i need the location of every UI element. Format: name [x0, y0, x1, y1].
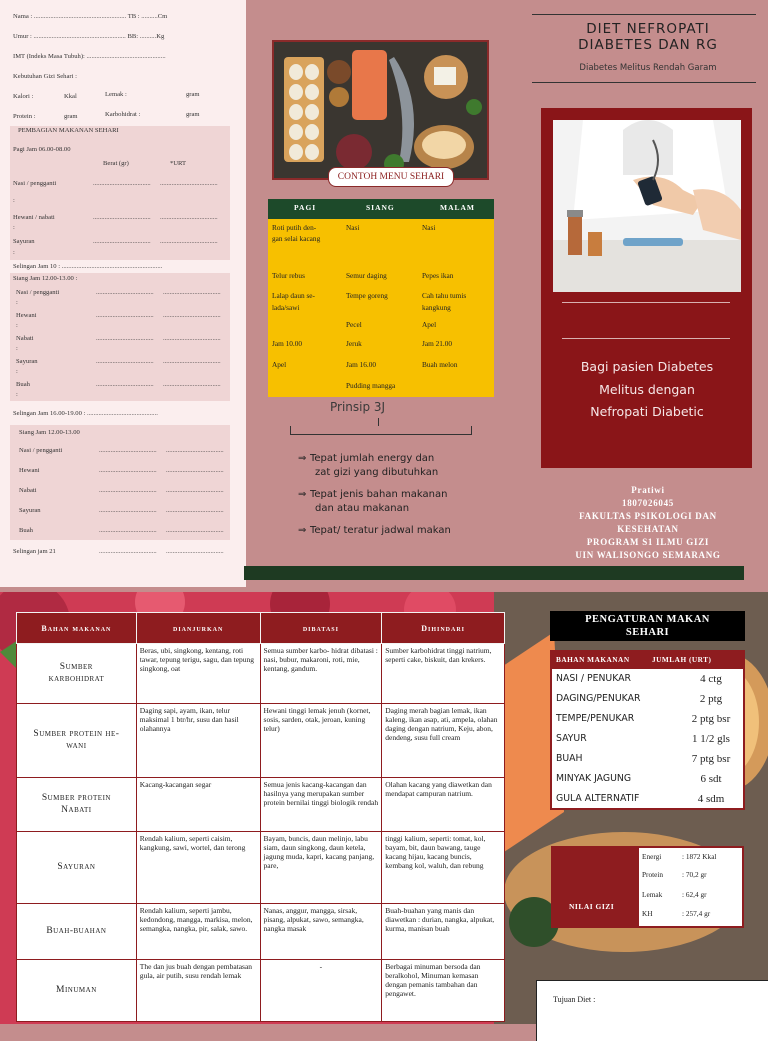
- line: ...................................: [96, 381, 154, 388]
- portion-label: SAYUR: [556, 733, 587, 744]
- nutrition-row: [642, 890, 707, 899]
- bracket-divider: [290, 426, 472, 435]
- author-block: [548, 484, 748, 562]
- nasi-urt-line: ...................................: [160, 180, 218, 187]
- category-label: Nabati: [61, 804, 92, 815]
- line: ...................................: [163, 358, 221, 365]
- line: ...................................: [96, 289, 154, 296]
- dihindari-cell: tinggi kalium, seperti: tomat, kol, bayam, bit, daun bawang, tauge kacang hijau, kacang buncis, kembang kol, waluh, dan rebung: [382, 832, 505, 904]
- table-row: [17, 960, 505, 1022]
- berat-label: Berat (gr): [103, 160, 129, 167]
- line: ...................................: [166, 467, 224, 474]
- author-nim: 1807026045: [622, 498, 674, 509]
- sayuran-berat-line: ...................................: [93, 238, 151, 245]
- dihindari-cell: Daging merah bagian lemak, ikan kaleng, ikan asap, ati, ampela, olahan daging dengan natrium, Keju, abon, dendeng, susu full cream: [382, 704, 505, 778]
- protein-label: Protein :: [13, 113, 36, 120]
- menu-item: Roti putih den-: [272, 223, 317, 232]
- portion-value: 2 ptg bsr: [691, 713, 731, 725]
- nutrient-name: KH: [642, 909, 653, 918]
- colon: :: [16, 345, 18, 352]
- portion-label: NASI / PENUKAR: [556, 673, 631, 684]
- menu-item: Buah melon: [422, 360, 458, 369]
- portion-row: [556, 733, 741, 744]
- header-malam: MALAM: [440, 203, 475, 212]
- menu-item: Jam 10.00: [272, 339, 302, 348]
- line: ...................................: [99, 507, 157, 514]
- dibatasi-cell: Semua jenis kacang-kacangan dan hasilnya yang merupakan sumber protein bernilai tinggi biologik rendah: [260, 778, 382, 832]
- category-cell: [17, 904, 137, 960]
- nama-field: Nama : ........................................................ TB : ..........Cm: [13, 13, 168, 20]
- portion-value: 4 ctg: [700, 673, 722, 685]
- title-rule-top: [532, 14, 756, 15]
- portion-table: [550, 650, 745, 810]
- dibatasi-cell: Nanas, anggur, mangga, sirsak, pisang, alpukat, sawo, semangka, nangka masak: [260, 904, 382, 960]
- header-dihindari: Dihindari: [382, 613, 505, 644]
- menu-item: Apel: [422, 320, 437, 329]
- hewani-berat-line: ...................................: [93, 214, 151, 221]
- table-header-row: [17, 613, 505, 644]
- prinsip-bullet: ⇒: [298, 453, 307, 464]
- prinsip-title: Prinsip 3J: [330, 400, 386, 414]
- menu-item: Pecel: [346, 320, 362, 329]
- title-rule-bottom: [532, 82, 756, 83]
- category-label: karbohidrat: [48, 673, 105, 684]
- header-siang: SIANG: [366, 203, 395, 212]
- selingan16-label: Selingan Jam 16.00-19.00 : ...........................................: [13, 410, 158, 417]
- author-faculty-2: KESEHATAN: [617, 524, 679, 535]
- author-name: Pratiwi: [631, 485, 665, 495]
- nasi-label-3: Nasi / pengganti: [19, 447, 63, 454]
- category-label: Buah-buahan: [46, 925, 107, 936]
- portion-header-jumlah: JUMLAH (URT): [652, 655, 712, 664]
- prinsip-point: dan atau makanan: [315, 503, 410, 514]
- lemak-unit: gram: [186, 91, 200, 98]
- prinsip-point: Tepat jenis bahan makanan: [310, 489, 448, 500]
- portion-row: [556, 673, 741, 684]
- nutrient-name: Lemak: [642, 890, 663, 899]
- protein-unit: gram: [64, 113, 78, 120]
- category-label: Sayuran: [57, 861, 96, 872]
- cover-subtitle: Diabetes Melitus Rendah Garam: [579, 63, 717, 73]
- menu-item: Apel: [272, 360, 287, 369]
- sayuran-label-3: Sayuran: [19, 507, 41, 514]
- sayuran-label-2: Sayuran: [16, 358, 38, 365]
- diet-goal-label: Tujuan Diet :: [553, 995, 596, 1004]
- nutrient-value: : 62,4 gr: [682, 890, 707, 899]
- kalori-unit: Kkal: [64, 93, 77, 100]
- line: ...................................: [163, 312, 221, 319]
- menu-item: Nasi: [422, 223, 436, 232]
- menu-table: [268, 199, 494, 397]
- category-label: Sumber protein: [41, 793, 111, 804]
- hewani-urt-line: ...................................: [160, 214, 218, 221]
- line: ...................................: [166, 527, 224, 534]
- colon: :: [16, 322, 18, 329]
- cover-title-line-1: DIET NEFROPATI: [586, 21, 710, 37]
- umur-field: Umur : ........................................................ BB: ..........Kg: [13, 33, 165, 40]
- dianjurkan-cell: Rendah kalium, seperti jambu, kedondong, mangga, markisa, melon, semangka, nangka, pir, salak, sawo.: [136, 904, 260, 960]
- portion-label: MINYAK JAGUNG: [556, 773, 632, 784]
- menu-item: Pudding mangga: [346, 381, 396, 390]
- menu-item: Pepes ikan: [422, 271, 454, 280]
- imt-field: IMT (Indeks Masa Tubuh): ................................................: [13, 53, 166, 60]
- dihindari-cell: Olahan kacang yang diawetkan dan mendapat campuran natrium.: [382, 778, 505, 832]
- line: ...................................: [96, 312, 154, 319]
- dianjurkan-cell: Rendah kalium, seperti caisim, kangkung, sawi, wortel, dan terong: [136, 832, 260, 904]
- portion-table-header: [552, 652, 743, 669]
- colon: :: [16, 368, 18, 375]
- nutrient-value: : 257,4 gr: [682, 909, 711, 918]
- dihindari-cell: Berbagai minuman bersoda dan beralkohol, Minuman kemasan dengan pemanis tambahan dan pengawet.: [382, 960, 505, 1022]
- portion-value: 2 ptg: [699, 693, 723, 705]
- healthy-food-photo: [272, 40, 489, 180]
- selingan21-label: Selingan jam 21: [13, 548, 56, 555]
- menu-item: kangkung: [422, 303, 451, 312]
- siang-label: Siang Jam 12.00-13.00 :: [13, 275, 78, 282]
- portion-value: 6 sdt: [700, 773, 722, 785]
- colon: :: [16, 299, 18, 306]
- table-row: [17, 832, 505, 904]
- dibatasi-cell: Bayam, buncis, daun melinjo, labu siam, daun singkong, daun ketela, jagung muda, kapri, kacang panjang, pare,: [260, 832, 382, 904]
- category-label: Sumber protein he-: [33, 729, 120, 740]
- urt-label: *URT: [170, 160, 187, 167]
- target-line: Bagi pasien Diabetes: [580, 359, 714, 374]
- portion-label: BUAH: [556, 753, 583, 764]
- line: ...................................: [99, 467, 157, 474]
- nutrient-value: : 70,2 gr: [682, 870, 707, 879]
- nutrition-value-box: [551, 846, 744, 928]
- target-line: Melitus dengan: [599, 381, 695, 397]
- dibatasi-cell: Semua sumber karbo- hidrat dibatasi : nasi, bubur, makaroni, roti, mie, kentang, gandum.: [260, 644, 382, 704]
- nutrition-row: [642, 909, 711, 918]
- nutrient-value: : 1872 Kkal: [682, 852, 717, 861]
- line: ...................................: [96, 358, 154, 365]
- portion-value: 1 1/2 gls: [692, 733, 730, 745]
- nabati-label-3: Nabati: [19, 487, 37, 494]
- header-bahan: Bahan makanan: [17, 613, 137, 644]
- table-row: [17, 778, 505, 832]
- line: ...................................: [99, 487, 157, 494]
- dihindari-cell: Buah-buahan yang manis dan diawetkan : durian, nangka, alpukat, kurma, manisan buah: [382, 904, 505, 960]
- karbohidrat-label: Karbohidrat :: [105, 111, 141, 118]
- dianjurkan-cell: Beras, ubi, singkong, kentang, roti tawar, tepung terigu, sagu, dan tepung singkong, oat: [136, 644, 260, 704]
- prinsip-bullet: ⇒: [298, 525, 307, 536]
- menu-item: Cah tahu tumis: [422, 291, 467, 300]
- cover-title-line-2: DIABETES DAN RG: [578, 37, 718, 54]
- portion-label: DAGING/PENUKAR: [556, 693, 641, 704]
- menu-item: Telur rebus: [272, 271, 305, 280]
- author-faculty: FAKULTAS PSIKOLOGI DAN: [579, 511, 717, 522]
- table-row: [17, 644, 505, 704]
- portion-row: [556, 793, 741, 804]
- line: ...................................: [96, 335, 154, 342]
- portion-label: GULA ALTERNATIF: [556, 793, 640, 804]
- target-line: Nefropati Diabetic: [590, 404, 704, 419]
- prinsip-point: Tepat/ teratur jadwal makan: [310, 525, 451, 536]
- category-cell: [17, 704, 137, 778]
- prinsip-point: zat gizi yang dibutuhkan: [315, 467, 439, 478]
- menu-title-badge: CONTOH MENU SEHARI: [328, 167, 454, 187]
- diet-goal-box: [536, 980, 768, 1041]
- malam-section: [10, 425, 230, 540]
- hewani-label-2: Hewani: [16, 312, 37, 319]
- line: ...................................: [163, 381, 221, 388]
- menu-item: Tempe goreng: [346, 291, 388, 300]
- dibatasi-cell: -: [260, 960, 382, 1022]
- table-row: [17, 704, 505, 778]
- dianjurkan-cell: Kacang-kacangan segar: [136, 778, 260, 832]
- pengaturan-title: [550, 611, 745, 641]
- colon: :: [16, 391, 18, 398]
- prinsip-point: Tepat jumlah energy dan: [310, 453, 435, 464]
- header-pagi: PAGI: [294, 203, 317, 212]
- category-label: Minuman: [56, 984, 97, 995]
- portion-value: 7 ptg bsr: [691, 753, 731, 765]
- portion-value: 4 sdm: [697, 793, 725, 805]
- nasi-label-2: Nasi / pengganti: [16, 289, 60, 296]
- kalori-label: Kalori :: [13, 93, 34, 100]
- line: ...................................: [166, 507, 224, 514]
- nasi-label: Nasi / pengganti: [13, 180, 57, 187]
- menu-item: gan selai kacang: [272, 234, 321, 243]
- dianjurkan-cell: The dan jus buah dengan pembatasan gula, air putih, susu rendah lemak: [136, 960, 260, 1022]
- portion-label: TEMPE/PENUKAR: [556, 713, 635, 724]
- panel-rule: [562, 302, 730, 303]
- header-dibatasi: dibatasi: [260, 613, 382, 644]
- category-label: wani: [66, 740, 87, 751]
- hewani-nabati-label: Hewani / nabati: [13, 214, 55, 221]
- colon: :: [13, 224, 15, 231]
- pembagian-label: PEMBAGIAN MAKANAN SEHARI: [18, 127, 119, 134]
- header-dianjurkan: dianjurkan: [136, 613, 260, 644]
- line: ...................................: [163, 289, 221, 296]
- author-program: PROGRAM S1 ILMU GIZI: [586, 537, 710, 548]
- sayuran-label: Sayuran: [13, 238, 35, 245]
- panel-rule: [562, 338, 730, 339]
- target-audience-text: [553, 356, 741, 424]
- table-row: [17, 904, 505, 960]
- pengaturan-title-line: PENGATURAN MAKAN: [585, 614, 710, 625]
- menu-item: Nasi: [346, 223, 360, 232]
- category-cell: [17, 644, 137, 704]
- line: ...................................: [166, 487, 224, 494]
- menu-item: Lalap daun se-: [272, 291, 315, 300]
- category-cell: [17, 832, 137, 904]
- buah-label-3: Buah: [19, 527, 33, 534]
- colon: :: [13, 197, 15, 204]
- nutrition-row: [642, 852, 717, 861]
- category-label: Sumber: [59, 662, 93, 673]
- portion-row: [556, 693, 741, 704]
- portion-row: [556, 753, 741, 764]
- line: ...................................: [163, 335, 221, 342]
- nutrition-row: [642, 870, 707, 879]
- line: ...................................: [166, 447, 224, 454]
- menu-item: Jam 16.00: [346, 360, 376, 369]
- menu-item: Jam 21.00: [422, 339, 452, 348]
- karbohidrat-unit: gram: [186, 111, 200, 118]
- line: ...................................: [99, 548, 157, 555]
- cover-title: [548, 21, 748, 53]
- prinsip-bullet: ⇒: [298, 489, 307, 500]
- category-cell: [17, 960, 137, 1022]
- pagi-label: Pagi Jam 06.00-08.00: [13, 146, 71, 153]
- glucose-test-photo: [553, 120, 741, 292]
- author-university: UIN WALISONGO SEMARANG: [575, 550, 721, 561]
- nabati-label-2: Nabati: [16, 335, 34, 342]
- dibatasi-cell: Hewani tinggi lemak jenuh (kornet, sosis, sarden, otak, jeroan, kuning telur): [260, 704, 382, 778]
- siang2-label: Siang Jam 12.00-13.00: [19, 429, 80, 436]
- portion-header-bahan: BAHAN MAKANAN: [556, 655, 630, 664]
- portion-row: [556, 713, 741, 724]
- colon: :: [13, 249, 15, 256]
- menu-item: Jeruk: [346, 339, 362, 348]
- dianjurkan-cell: Daging sapi, ayam, ikan, telur maksimal 1 btr/hr, susu dan hasil olahannya: [136, 704, 260, 778]
- nasi-berat-line: ...................................: [93, 180, 151, 187]
- portion-row: [556, 773, 741, 784]
- nutrient-name: Energi: [642, 852, 662, 861]
- dihindari-cell: Sumber karbohidrat tinggi natrium, seperti cake, biskuit, dan krekers.: [382, 644, 505, 704]
- patient-form-panel: [0, 0, 246, 587]
- menu-item: Semur daging: [346, 271, 387, 280]
- line: ...................................: [99, 527, 157, 534]
- line: ...................................: [99, 447, 157, 454]
- green-footer-bar: [244, 566, 744, 580]
- buah-label-2: Buah: [16, 381, 30, 388]
- lemak-label: Lemak :: [105, 91, 127, 98]
- nutrition-label: NILAI GIZI: [569, 902, 615, 911]
- hewani-label-3: Hewani: [19, 467, 40, 474]
- menu-item: lada/sawi: [272, 303, 300, 312]
- category-cell: [17, 778, 137, 832]
- selingan10-label: Selingan Jam 10 : .............................................................: [13, 263, 163, 270]
- kebutuhan-gizi-label: Kebutuhan Gizi Sehari :: [13, 73, 77, 80]
- nutrient-name: Protein: [642, 870, 664, 879]
- pengaturan-title-line: SEHARI: [625, 627, 670, 638]
- menu-table-header: [268, 199, 494, 219]
- sayuran-urt-line: ...................................: [160, 238, 218, 245]
- line: ...................................: [166, 548, 224, 555]
- bracket-tick: [378, 418, 379, 426]
- food-recommendation-table: [16, 612, 505, 1022]
- nutrition-values: [639, 848, 742, 926]
